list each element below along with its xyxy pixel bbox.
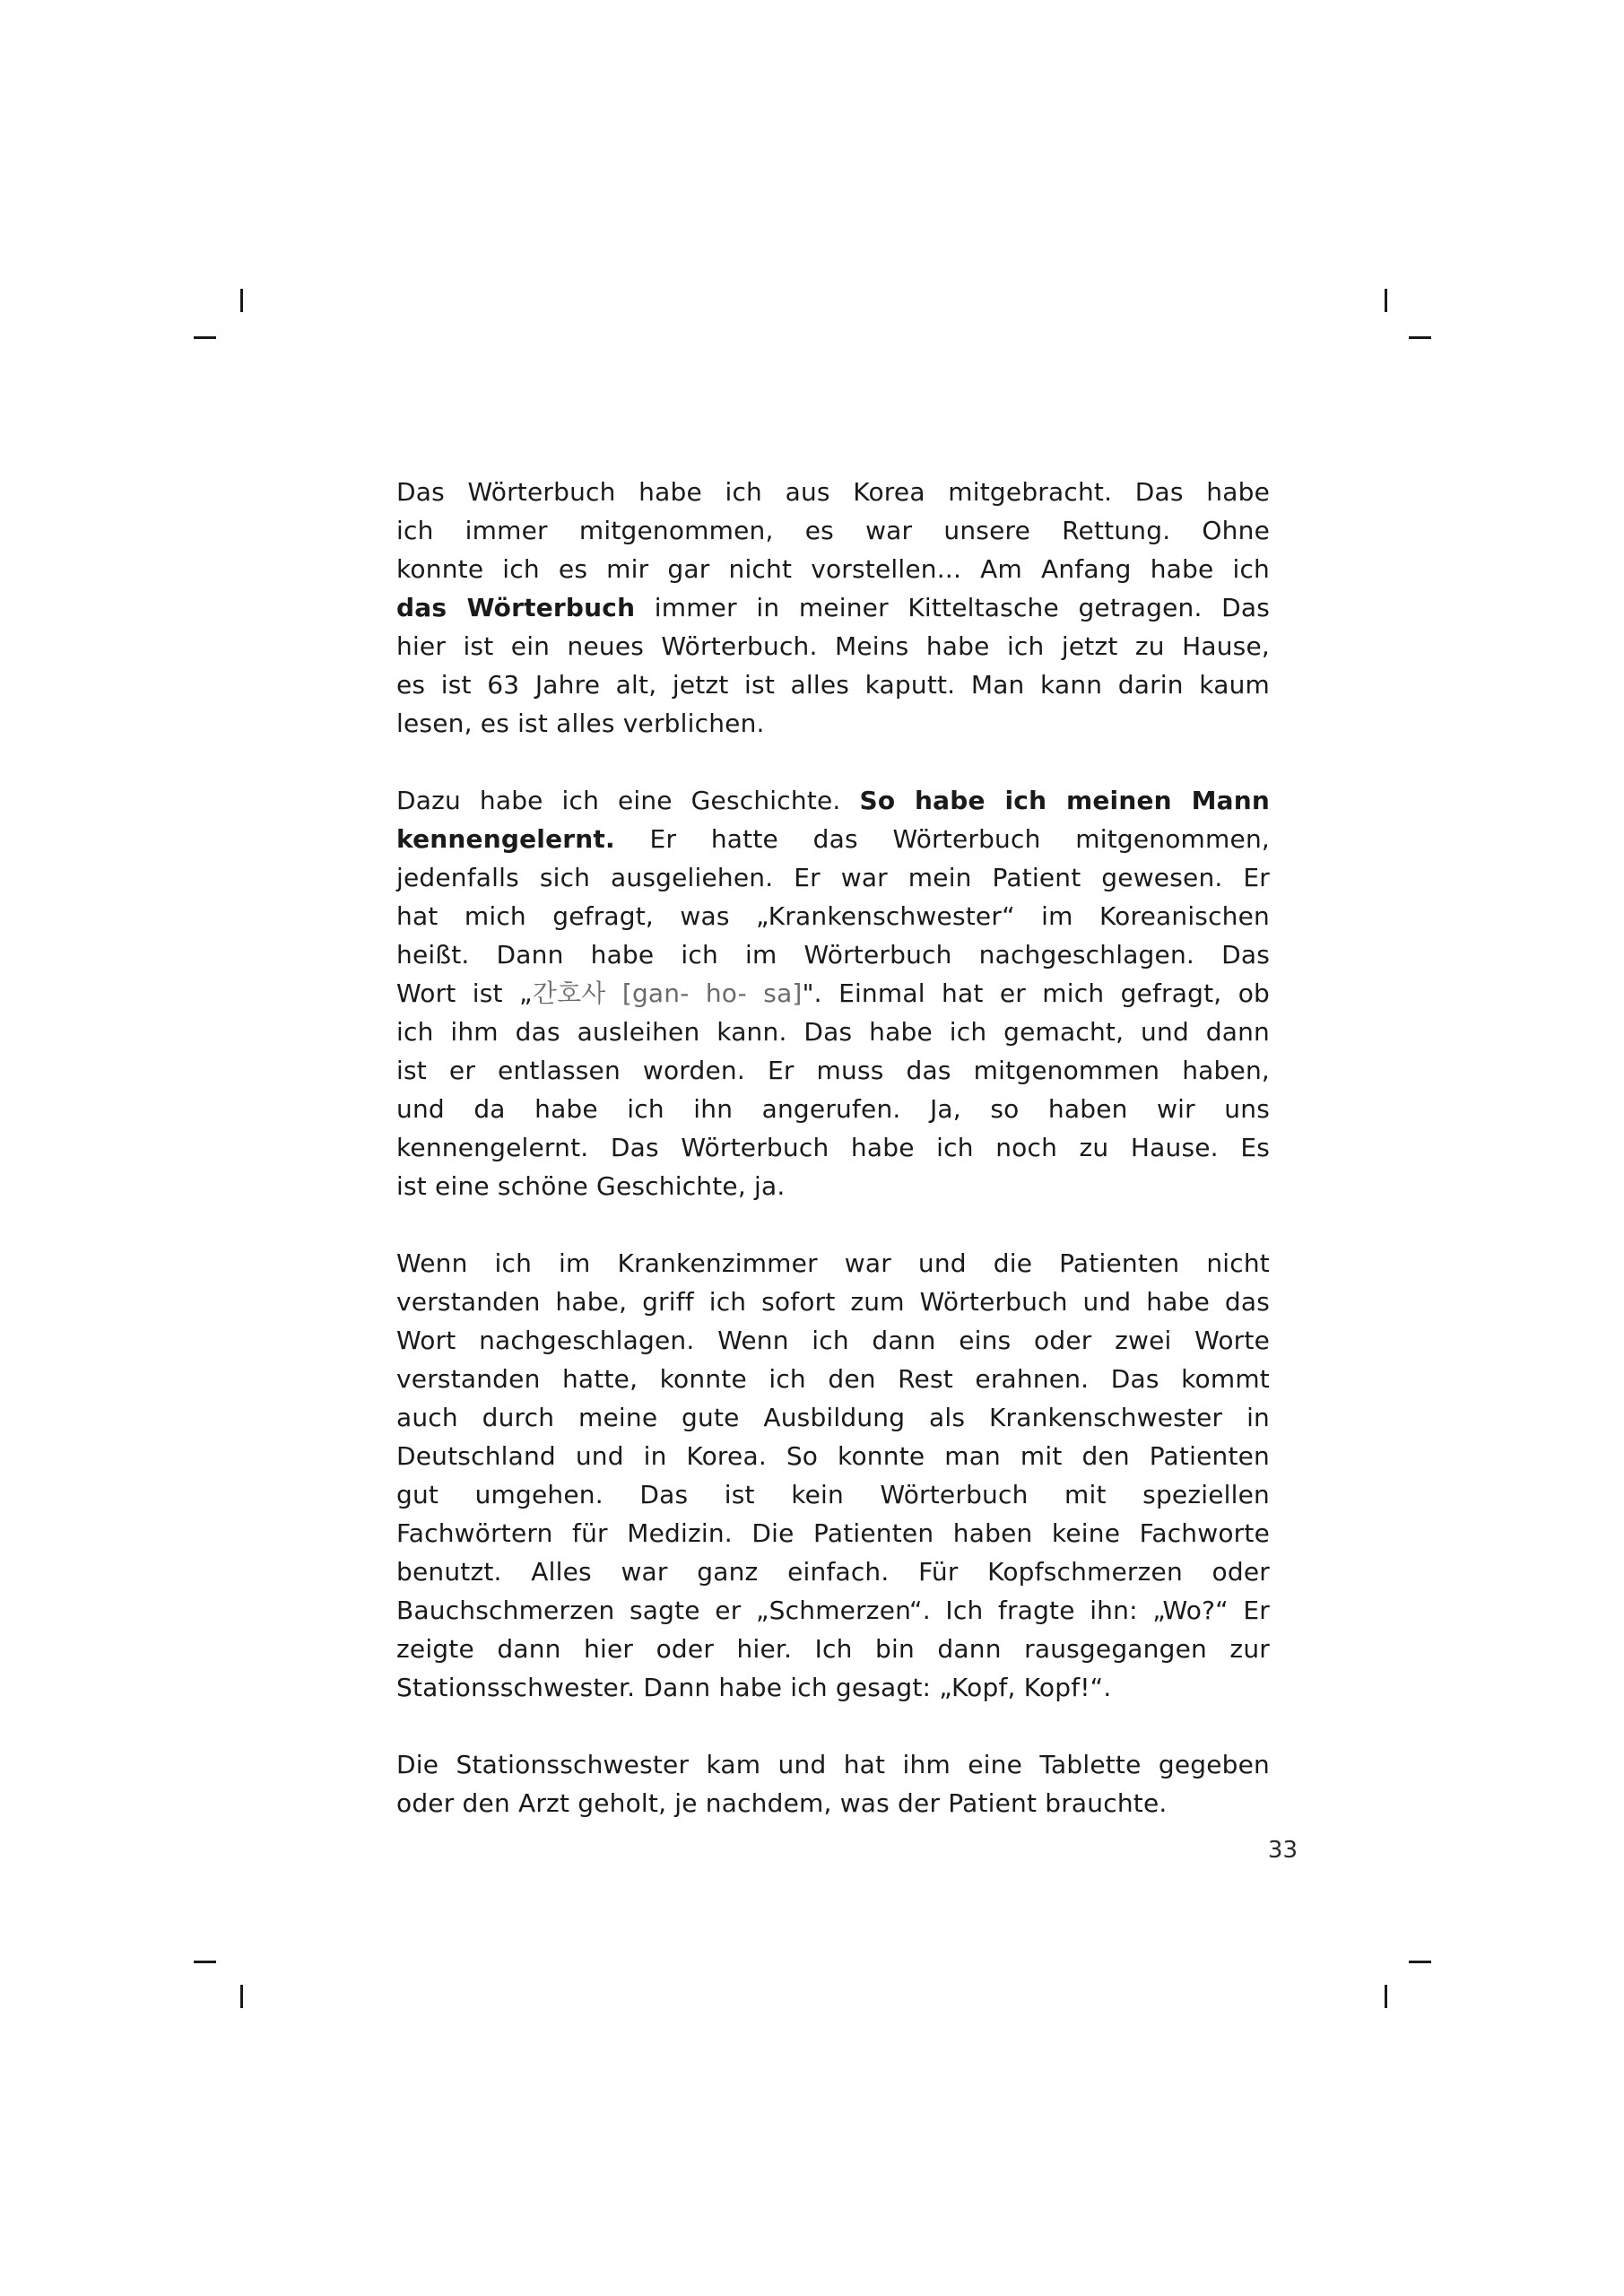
text-run: Fachwörtern für Medizin. Die Patienten haben keine Fachworte	[396, 1518, 1270, 1548]
text-run: auch durch meine gute Ausbildung als Krankenschwester in	[396, 1403, 1270, 1432]
text-line	[396, 820, 1270, 858]
text-line	[396, 473, 1270, 511]
text-run: zeigte dann hier oder hier. Ich bin dann rausgegangen zur	[396, 1634, 1270, 1664]
text-run: ich immer mitgenommen, es war unsere Rettung. Ohne	[396, 516, 1270, 545]
crop-mark-bottom-left-horizontal	[194, 1961, 216, 1963]
text-run: ich ihm das ausleihen kann. Das habe ich gemacht, und dann	[396, 1017, 1270, 1047]
text-run: ist eine schöne Geschichte, ja.	[396, 1171, 786, 1201]
text-line	[396, 588, 1270, 627]
text-line	[396, 1591, 1270, 1630]
bold-text: So habe ich meinen Mann	[859, 786, 1270, 815]
text-line	[396, 1745, 1270, 1784]
text-run: Deutschland und in Korea. So konnte man mit den Patienten	[396, 1441, 1270, 1471]
text-line	[396, 1244, 1270, 1283]
text-line	[396, 1475, 1270, 1514]
text-line	[396, 897, 1270, 935]
text-run: hat mich gefragt, was „Krankenschwester“ im Koreanischen	[396, 901, 1270, 931]
text-run: Er hatte das Wörterbuch mitgenommen,	[614, 824, 1270, 854]
text-line	[396, 627, 1270, 665]
text-run: gut umgehen. Das ist kein Wörterbuch mit speziellen	[396, 1480, 1270, 1509]
text-run: verstanden habe, griff ich sofort zum Wörterbuch und habe das	[396, 1287, 1270, 1317]
text-run: Wenn ich im Krankenzimmer war und die Patienten nicht	[396, 1248, 1270, 1278]
text-line	[396, 1668, 1270, 1707]
text-line	[396, 1552, 1270, 1591]
text-run: Bauchschmerzen sagte er „Schmerzen“. Ich fragte ihn: „Wo?“ Er	[396, 1596, 1270, 1625]
text-line	[396, 1167, 1270, 1205]
text-line	[396, 1398, 1270, 1437]
text-run: heißt. Dann habe ich im Wörterbuch nachgeschlagen. Das	[396, 940, 1270, 970]
text-line	[396, 1360, 1270, 1398]
text-run: lesen, es ist alles verblichen.	[396, 709, 765, 738]
text-line	[396, 1128, 1270, 1167]
text-run: Wort ist „	[396, 978, 533, 1008]
text-run: kennengelernt. Das Wörterbuch habe ich noch zu Hause. Es	[396, 1133, 1270, 1162]
text-run: und da habe ich ihn angerufen. Ja, so haben wir uns	[396, 1094, 1270, 1124]
crop-mark-top-left-vertical	[240, 289, 243, 312]
text-run: hier ist ein neues Wörterbuch. Meins habe ich jetzt zu Hause,	[396, 631, 1270, 661]
text-run: ". Einmal hat er mich gefragt, ob	[802, 978, 1271, 1008]
text-line	[396, 1283, 1270, 1321]
text-line	[396, 1051, 1270, 1090]
text-run: Das Wörterbuch habe ich aus Korea mitgebracht. Das habe	[396, 477, 1270, 507]
text-line	[396, 935, 1270, 974]
text-line	[396, 1784, 1270, 1822]
text-run: verstanden hatte, konnte ich den Rest erahnen. Das kommt	[396, 1364, 1270, 1394]
text-line	[396, 1090, 1270, 1128]
crop-mark-bottom-right-horizontal	[1409, 1961, 1431, 1963]
crop-mark-top-right-horizontal	[1409, 336, 1431, 339]
text-line	[396, 858, 1270, 897]
bold-text: kennengelernt.	[396, 824, 615, 854]
text-run: konnte ich es mir gar nicht vorstellen... Am Anfang habe ich	[396, 554, 1270, 584]
text-line	[396, 1630, 1270, 1668]
text-run: jedenfalls sich ausgeliehen. Er war mein Patient gewesen. Er	[396, 863, 1270, 892]
text-run: es ist 63 Jahre alt, jetzt ist alles kaputt. Man kann darin kaum	[396, 670, 1270, 700]
paragraph	[396, 1745, 1270, 1822]
text-run: benutzt. Alles war ganz einfach. Für Kopfschmerzen oder	[396, 1557, 1270, 1587]
page-number: 33	[1267, 1837, 1298, 1864]
crop-mark-top-left-horizontal	[194, 336, 216, 339]
korean-transliteration: 간호사 [gan- ho- sa]	[532, 978, 803, 1008]
text-line	[396, 781, 1270, 820]
paragraph	[396, 473, 1270, 743]
crop-mark-top-right-vertical	[1385, 289, 1387, 312]
text-line	[396, 550, 1270, 588]
text-run: Die Stationsschwester kam und hat ihm eine Tablette gegeben	[396, 1750, 1270, 1779]
crop-mark-bottom-left-vertical	[240, 1985, 243, 2008]
text-line	[396, 704, 1270, 743]
body-text	[396, 473, 1270, 1861]
text-run: Stationsschwester. Dann habe ich gesagt: „Kopf, Kopf!“.	[396, 1673, 1112, 1702]
paragraph	[396, 781, 1270, 1205]
text-line	[396, 974, 1270, 1013]
text-line	[396, 1013, 1270, 1051]
text-run: Wort nachgeschlagen. Wenn ich dann eins oder zwei Worte	[396, 1326, 1270, 1355]
text-line	[396, 1514, 1270, 1552]
text-run: oder den Arzt geholt, je nachdem, was der Patient brauchte.	[396, 1788, 1168, 1818]
text-line	[396, 1321, 1270, 1360]
bold-text: das Wörterbuch	[396, 593, 636, 622]
text-line	[396, 665, 1270, 704]
text-line	[396, 1437, 1270, 1475]
crop-mark-bottom-right-vertical	[1385, 1985, 1387, 2008]
text-line	[396, 511, 1270, 550]
paragraph	[396, 1244, 1270, 1707]
text-run: immer in meiner Kitteltasche getragen. Das	[635, 593, 1270, 622]
text-run: Dazu habe ich eine Geschichte.	[396, 786, 860, 815]
text-run: ist er entlassen worden. Er muss das mitgenommen haben,	[396, 1056, 1270, 1085]
